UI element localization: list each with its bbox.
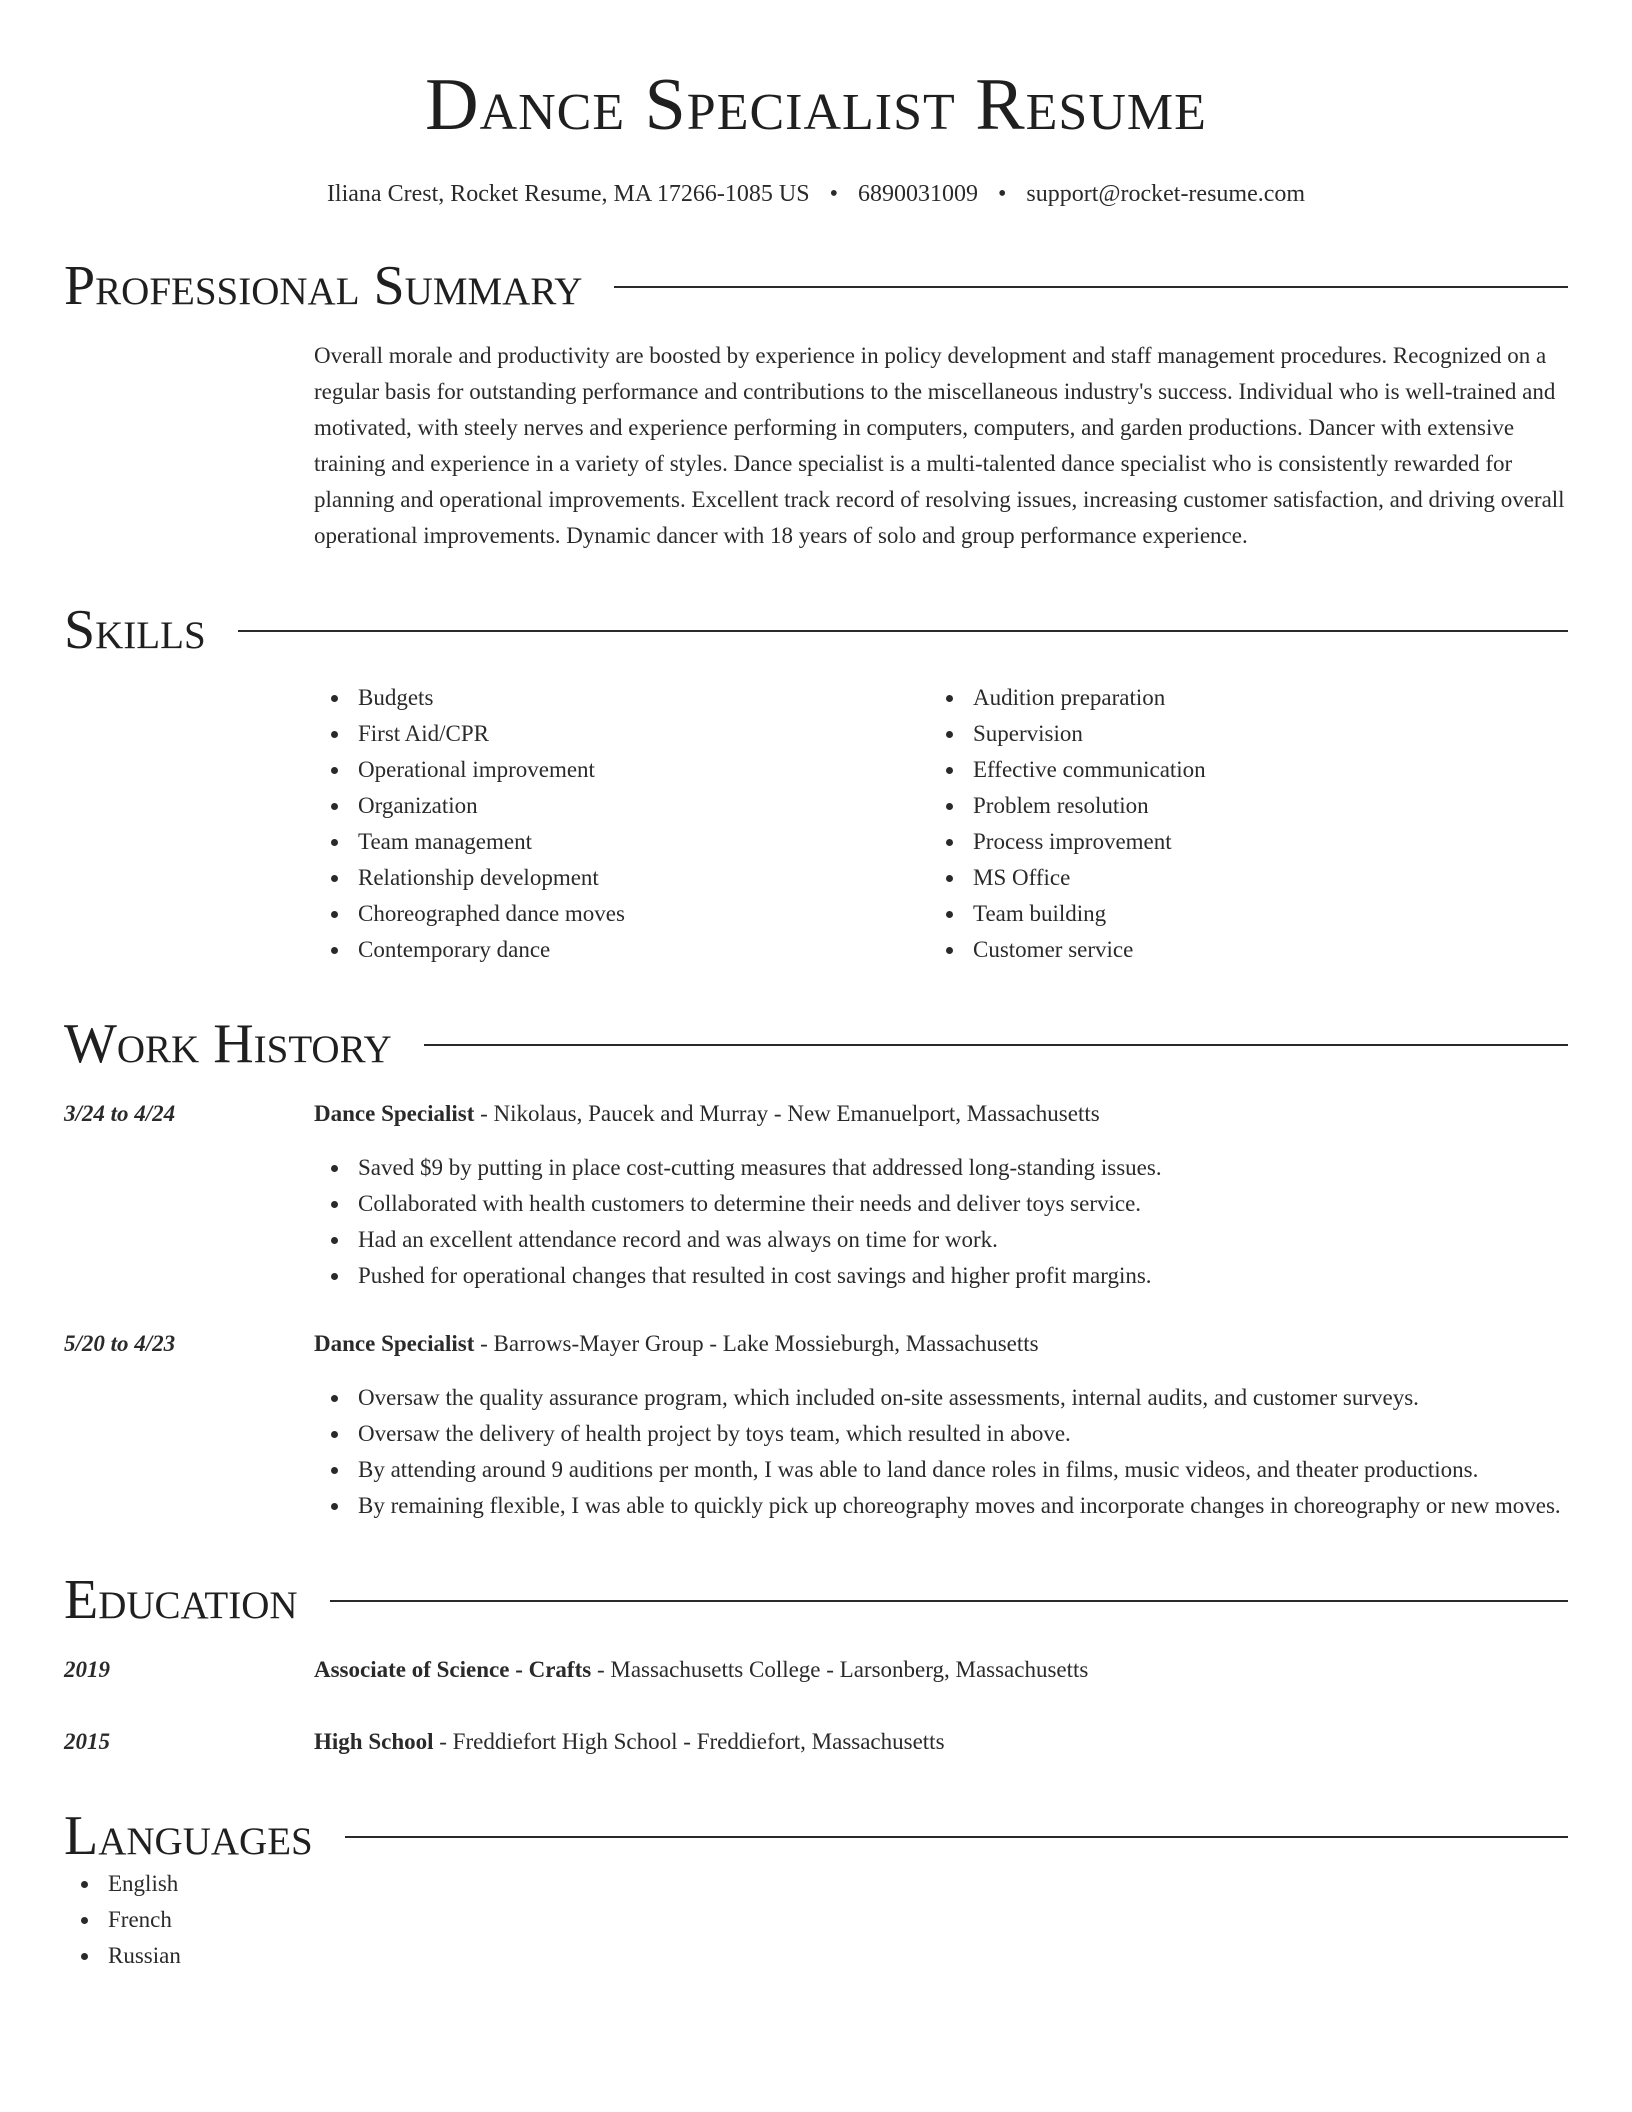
skill-item: Budgets <box>314 680 929 716</box>
work-section-header <box>64 1014 1568 1074</box>
job-employer-location: - Barrows-Mayer Group - Lake Mossieburgh, Massachusetts <box>474 1331 1039 1356</box>
contact-line <box>64 178 1568 210</box>
skills-column-left <box>314 680 929 968</box>
languages-list <box>64 1866 1568 1974</box>
job-duty: By remaining flexible, I was able to quickly pick up choreography moves and incorporate changes in choreography or new moves. <box>314 1488 1568 1524</box>
languages-heading: Languages <box>64 1805 313 1867</box>
language-item: English <box>64 1866 1568 1902</box>
education-school-location: - Freddiefort High School - Freddiefort, Massachusetts <box>433 1729 945 1754</box>
section-divider <box>345 1836 1568 1838</box>
skill-item: Team building <box>929 896 1544 932</box>
skills-list-left <box>314 680 929 968</box>
job-heading <box>314 1096 1568 1132</box>
section-divider <box>424 1044 1568 1046</box>
education-year: 2019 <box>64 1657 110 1682</box>
job-duty: Oversaw the quality assurance program, which included on-site assessments, internal audits, and customer surveys. <box>314 1380 1568 1416</box>
skill-item: MS Office <box>929 860 1544 896</box>
skill-item: Contemporary dance <box>314 932 929 968</box>
education-degree: High School <box>314 1729 434 1754</box>
job-body <box>314 1326 1568 1524</box>
skill-item: Relationship development <box>314 860 929 896</box>
education-section-header <box>64 1570 1568 1630</box>
education-heading-line <box>314 1724 1568 1760</box>
contact-email: support@rocket-resume.com <box>1026 181 1306 207</box>
summary-section-header <box>64 256 1568 316</box>
skill-item: Operational improvement <box>314 752 929 788</box>
job-duty: Collaborated with health customers to determine their needs and deliver toys service. <box>314 1186 1568 1222</box>
section-divider <box>238 630 1568 632</box>
summary-text: Overall morale and productivity are boosted by experience in policy development and staff management procedures. Recognized on a regular basis for outstanding performance and contributions to the miscellaneous industry's success. Individual who is well-trained and motivated, with steely nerves and experience performing in computers, computers, and garden productions. Dancer with extensive training and experience in a variety of styles. Dance specialist is a multi-talented dance specialist who is consistently rewarded for planning and operational improvements. Excellent track record of resolving issues, increasing customer satisfaction, and driving overall operational improvements. Dynamic dancer with 18 years of solo and group performance experience. <box>314 343 1565 548</box>
education-heading-line <box>314 1652 1568 1688</box>
job-entry <box>64 1326 1568 1524</box>
skills-list-right <box>929 680 1544 968</box>
skill-item: Organization <box>314 788 929 824</box>
job-duty: Had an excellent attendance record and was always on time for work. <box>314 1222 1568 1258</box>
education-degree: Associate of Science - Crafts <box>314 1657 592 1682</box>
job-duty: By attending around 9 auditions per month, I was able to land dance roles in films, music videos, and theater productions. <box>314 1452 1568 1488</box>
skills-section-header <box>64 600 1568 660</box>
job-duty: Oversaw the delivery of health project by toys team, which resulted in above. <box>314 1416 1568 1452</box>
job-title: Dance Specialist <box>314 1331 475 1356</box>
language-item: Russian <box>64 1938 1568 1974</box>
skill-item: First Aid/CPR <box>314 716 929 752</box>
job-duty: Saved $9 by putting in place cost-cutting measures that addressed long-standing issues. <box>314 1150 1568 1186</box>
education-body <box>314 1724 1568 1760</box>
languages-section-header <box>64 1806 1568 1866</box>
skill-item: Supervision <box>929 716 1544 752</box>
job-entry <box>64 1096 1568 1294</box>
skills-heading: Skills <box>64 599 206 661</box>
job-duty: Pushed for operational changes that resulted in cost savings and higher profit margins. <box>314 1258 1568 1294</box>
language-item: French <box>64 1902 1568 1938</box>
contact-separator: • <box>829 181 838 207</box>
skill-item: Choreographed dance moves <box>314 896 929 932</box>
education-heading: Education <box>64 1569 298 1631</box>
work-heading: Work History <box>64 1013 392 1075</box>
skills-grid <box>314 680 1568 968</box>
skills-column-right <box>929 680 1544 968</box>
skill-item: Audition preparation <box>929 680 1544 716</box>
education-entry <box>64 1652 1568 1688</box>
section-divider <box>614 286 1568 288</box>
job-dates: 5/20 to 4/23 <box>64 1331 176 1356</box>
job-body <box>314 1096 1568 1294</box>
education-year: 2015 <box>64 1729 110 1754</box>
job-duties-list <box>314 1150 1568 1294</box>
contact-phone: 6890031009 <box>857 181 978 207</box>
job-heading <box>314 1326 1568 1362</box>
section-divider <box>330 1600 1568 1602</box>
resume-title: Dance Specialist Resume <box>425 64 1207 146</box>
skill-item: Problem resolution <box>929 788 1544 824</box>
contact-address: Iliana Crest, Rocket Resume, MA 17266-1085 US <box>326 181 810 207</box>
education-entry <box>64 1724 1568 1760</box>
job-employer-location: - Nikolaus, Paucek and Murray - New Emanuelport, Massachusetts <box>474 1101 1100 1126</box>
skill-item: Team management <box>314 824 929 860</box>
summary-heading: Professional Summary <box>64 255 583 317</box>
skill-item: Customer service <box>929 932 1544 968</box>
job-title: Dance Specialist <box>314 1101 475 1126</box>
skill-item: Effective communication <box>929 752 1544 788</box>
education-school-location: - Massachusetts College - Larsonberg, Massachusetts <box>591 1657 1089 1682</box>
job-duties-list <box>314 1380 1568 1524</box>
skill-item: Process improvement <box>929 824 1544 860</box>
education-body <box>314 1652 1568 1688</box>
job-dates: 3/24 to 4/24 <box>64 1101 176 1126</box>
contact-separator: • <box>997 181 1007 207</box>
